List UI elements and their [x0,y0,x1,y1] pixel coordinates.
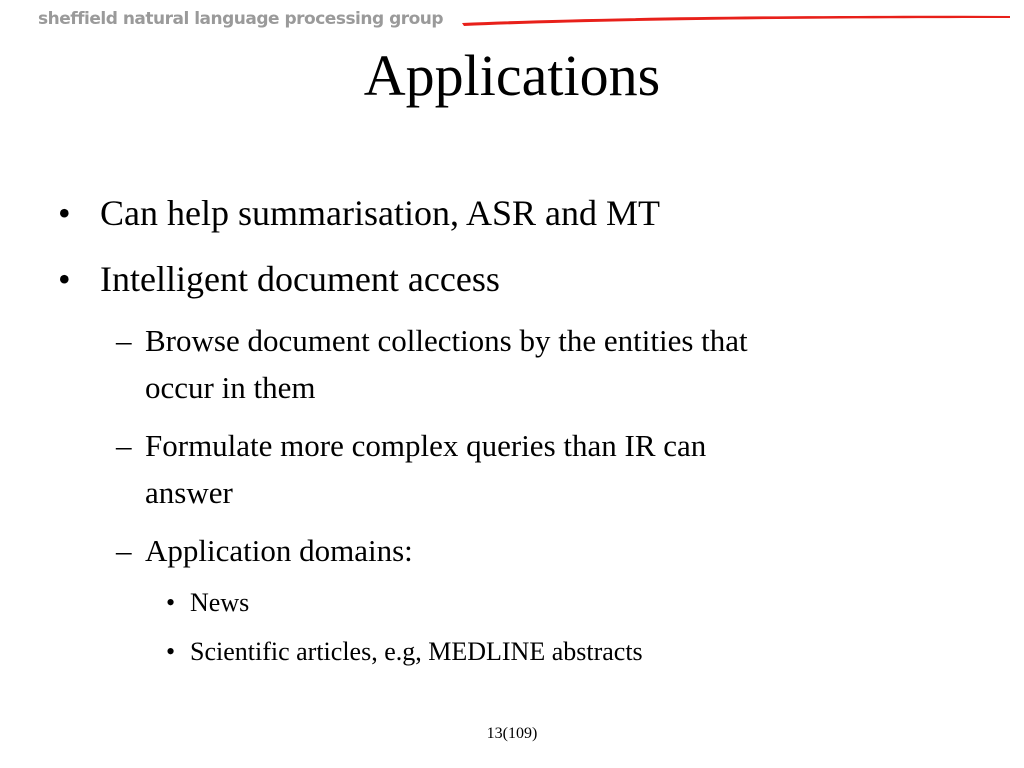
bullet-text: Intelligent document access [100,259,500,299]
dash-marker: – [116,533,132,568]
dash-marker: – [116,428,132,463]
sub-bullet-text: Application domains: [145,533,413,568]
page-number: 13(109) [486,725,538,742]
sub-sub-bullet-text: Scientific articles, e.g, MEDLINE abstracts [190,637,643,666]
bullet-marker: • [166,637,176,666]
bullet-marker: • [58,193,71,233]
bullet-marker: • [166,588,176,617]
sub-bullet-text: Browse document collections by the entities that [145,323,748,358]
dash-marker: – [116,323,132,358]
sub-sub-bullet-text: News [190,588,250,617]
sub-bullet-text-continued: occur in them [145,370,316,405]
sub-bullet-text-continued: answer [145,475,233,510]
bullet-text: Can help summarisation, ASR and MT [100,193,660,233]
sub-bullet-text: Formulate more complex queries than IR can [145,428,707,463]
bullet-marker: • [58,259,71,299]
slide-title: Applications [363,43,661,108]
header-logo-text: sheffield natural language processing group [38,9,444,29]
